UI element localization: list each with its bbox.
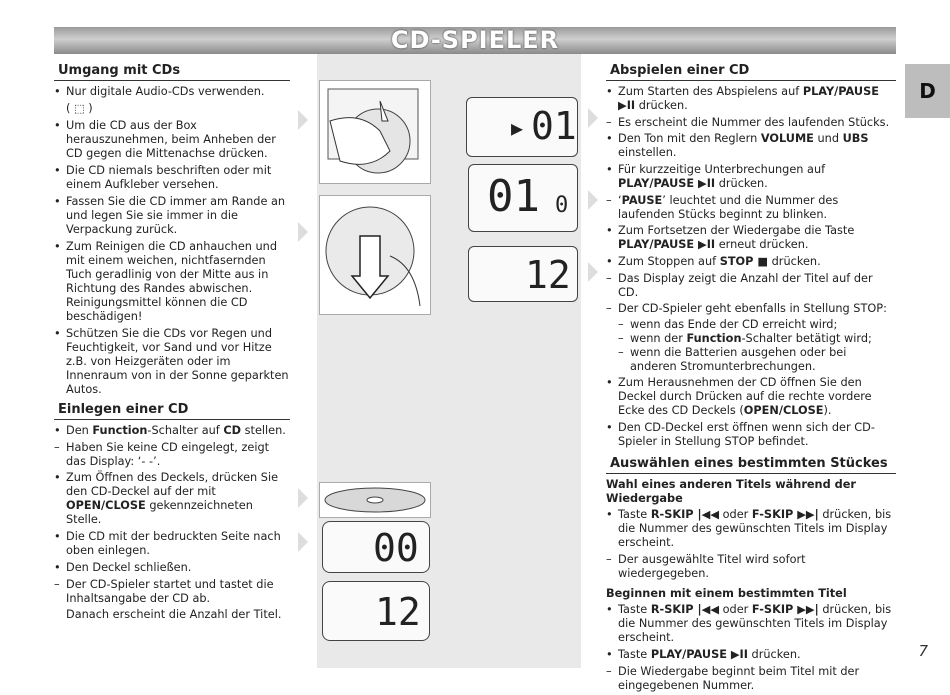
text: wenn die Batterien ausgehen oder bei anderen Stromunterbrechungen. <box>630 346 847 373</box>
text: und <box>813 132 843 145</box>
text: -Schalter auf <box>147 424 224 437</box>
text: drücken. <box>747 648 801 661</box>
bold-text: PAUSE <box>621 194 663 207</box>
list-item <box>54 85 290 99</box>
text: Zum Reinigen die CD anhauchen und mit einem weichen, nichtfasernden Tuch geradlinig von der Mitte aus in Richtung des Randes abwischen. Reinigungsmittel können die CD beschädigen! <box>66 240 278 323</box>
list-item <box>54 424 290 438</box>
left-column <box>54 64 290 625</box>
list-item <box>54 119 290 161</box>
stop-reason-item <box>618 346 896 374</box>
bold-text: CD <box>223 424 242 437</box>
bold-text: PLAY/PAUSE ▶II <box>618 238 716 251</box>
einlegen-list <box>54 424 290 622</box>
text: Die CD mit der bedruckten Seite nach oben einlegen. <box>66 530 281 557</box>
bold-text: PLAY/PAUSE ▶II <box>650 648 748 661</box>
list-item <box>606 194 896 222</box>
text: drücken. <box>768 255 821 268</box>
list-item <box>54 327 290 397</box>
bold-text: Function <box>686 332 742 345</box>
list-item <box>54 441 290 469</box>
stop-reason-item <box>618 332 896 346</box>
bold-text: STOP ■ <box>719 255 769 268</box>
auswaehlen-list-2 <box>606 603 896 693</box>
text: drücken, bis die Nummer des gewünschten Titels im Display erscheint. <box>618 508 892 549</box>
language-tab: D <box>905 64 950 118</box>
bold-text: OPEN/CLOSE <box>743 404 824 417</box>
abspielen-list <box>606 85 896 316</box>
umgang-list <box>54 85 290 397</box>
bold-text: PLAY/PAUSE ▶II <box>618 177 716 190</box>
text: Für kurzzeitige Unterbrechungen auf <box>618 163 826 176</box>
cd-clean-illustration <box>319 195 431 315</box>
page-number: 7 <box>918 642 928 660</box>
auswaehlen-list-1 <box>606 508 896 581</box>
display-play-01 <box>466 97 578 157</box>
stop-reason-item <box>618 318 896 332</box>
section-heading-abspielen: Abspielen einer CD <box>606 64 896 81</box>
text: ‘ <box>618 194 622 207</box>
text: Taste <box>618 508 651 521</box>
list-item <box>606 255 896 269</box>
title-banner <box>54 27 896 54</box>
pointer-arrow <box>298 110 308 130</box>
list-item <box>54 240 290 324</box>
text: Der CD-Spieler geht ebenfalls in Stellung STOP: <box>618 302 887 315</box>
list-item <box>606 272 896 300</box>
text: Zum Starten des Abspielens auf <box>618 85 803 98</box>
text: Taste <box>618 603 651 616</box>
bold-text: R-SKIP |◀◀ <box>650 603 720 616</box>
text: oder <box>719 508 752 521</box>
section-heading-auswaehlen: Auswählen eines bestimmten Stückes <box>606 457 896 474</box>
text: Danach erscheint die Anzahl der Titel. <box>66 608 282 621</box>
text: drücken, bis die Nummer des gewünschten Titels im Display erscheint. <box>618 603 892 644</box>
bold-text: R-SKIP |◀◀ <box>650 508 720 521</box>
list-item <box>606 648 896 662</box>
list-item <box>606 553 896 581</box>
page-title: CD-SPIELER <box>390 26 560 54</box>
list-item <box>606 421 896 449</box>
bold-text: OPEN/CLOSE <box>66 499 146 512</box>
text: ( ⬚ ) <box>66 102 93 115</box>
text: Taste <box>618 648 651 661</box>
pointer-arrow <box>298 488 308 508</box>
pointer-arrow <box>298 222 308 242</box>
display-digits: 12 <box>375 590 421 634</box>
cd-disc-icon <box>320 483 430 517</box>
list-item <box>54 102 290 116</box>
pointer-arrow <box>588 190 598 210</box>
text: erneut drücken. <box>715 238 809 251</box>
display-12-bottom <box>322 581 430 641</box>
cd-box-illustration <box>319 80 431 184</box>
list-item <box>606 376 896 418</box>
text: Zum Öffnen des Deckels, drücken Sie den CD-Deckel auf der mit <box>66 471 279 498</box>
text: -Schalter betätigt wird; <box>741 332 872 345</box>
abspielen-list-2 <box>606 376 896 449</box>
list-item <box>606 163 896 191</box>
text: Zum Stoppen auf <box>618 255 720 268</box>
bold-text: PLAY/PAUSE ▶II <box>618 85 879 112</box>
list-item <box>54 578 290 606</box>
text: Zum Fortsetzen der Wiedergabe die Taste <box>618 224 855 237</box>
list-item <box>54 195 290 237</box>
display-digits: 01 <box>531 104 577 148</box>
bold-text: UBS <box>842 132 869 145</box>
text: ’ leuchtet und die Nummer des laufenden Stücks beginnt zu blinken. <box>618 194 839 221</box>
display-small-digit: 0 <box>555 193 569 218</box>
list-item <box>606 603 896 645</box>
text: Haben Sie keine CD eingelegt, zeigt das Display: ‘- -’. <box>66 441 270 468</box>
bold-text: Function <box>92 424 148 437</box>
list-item <box>54 471 290 527</box>
text: Den Deckel schließen. <box>66 561 192 574</box>
stop-reasons-list <box>606 318 896 374</box>
text: drücken. <box>635 99 688 112</box>
display-digits: 00 <box>373 526 419 570</box>
list-item <box>606 508 896 550</box>
text: Den Ton mit den Reglern <box>618 132 761 145</box>
display-pause-01 <box>468 164 578 232</box>
hand-cd-box-icon <box>320 81 430 183</box>
bold-text: F-SKIP ▶▶| <box>751 603 819 616</box>
subheading-wiedergabe: Wahl eines anderen Titels während der Wiedergabe <box>606 478 856 505</box>
text: Um die CD aus der Box herauszunehmen, beim Anheben der CD gegen die Mittenachse drücken. <box>66 119 276 160</box>
text: Der ausgewählte Titel wird sofort wiedergegeben. <box>618 553 806 580</box>
text: Der CD-Spieler startet und tastet die Inhaltsangabe der CD ab. <box>66 578 274 605</box>
list-item <box>54 164 290 192</box>
text: gekennzeichneten Stelle. <box>66 499 253 526</box>
list-item <box>54 530 290 558</box>
text: Fassen Sie die CD immer am Rande an und legen Sie sie immer in die Verpackung zurück. <box>66 195 286 236</box>
text: stellen. <box>241 424 286 437</box>
text: wenn der <box>630 332 687 345</box>
text: Es erscheint die Nummer des laufenden Stücks. <box>618 116 890 129</box>
right-column <box>606 64 896 695</box>
bold-text: F-SKIP ▶▶| <box>751 508 819 521</box>
text: Das Display zeigt die Anzahl der Titel auf der CD. <box>618 272 873 299</box>
list-item <box>606 116 896 130</box>
pointer-arrow <box>588 262 598 282</box>
text: Den <box>66 424 93 437</box>
list-item <box>54 561 290 575</box>
text: Den CD-Deckel erst öffnen wenn sich der CD-Spieler in Stellung STOP befindet. <box>618 421 875 448</box>
section-heading-einlegen: Einlegen einer CD <box>54 403 290 420</box>
subheading-beginnen: Beginnen mit einem bestimmten Titel <box>606 587 847 600</box>
pointer-arrow <box>588 108 598 128</box>
list-item <box>606 132 896 160</box>
display-digits: 01 <box>487 171 540 222</box>
text: einstellen. <box>618 146 677 159</box>
text: wenn das Ende der CD erreicht wird; <box>630 318 838 331</box>
display-00 <box>322 521 430 573</box>
text: Zum Herausnehmen der CD öffnen Sie den Deckel durch Drücken auf die rechte vordere Ecke des CD Deckels ( <box>618 376 872 417</box>
play-icon: ▶ <box>511 116 524 140</box>
text: Schützen Sie die CDs vor Regen und Feuchtigkeit, vor Sand und vor Hitze z.B. von Heizgeräten oder im Innenraum von in der Sonne geparkten Autos. <box>66 327 289 396</box>
pointer-arrow <box>298 532 308 552</box>
cd-wipe-icon <box>320 196 430 314</box>
list-item <box>606 85 896 113</box>
text: ). <box>823 404 832 417</box>
text: Die CD niemals beschriften oder mit einem Aufkleber versehen. <box>66 164 272 191</box>
list-item <box>606 665 896 693</box>
text: Die Wiedergabe beginnt beim Titel mit der eingegebenen Nummer. <box>618 665 860 692</box>
display-digits: 12 <box>525 253 571 297</box>
list-item <box>54 608 290 622</box>
bold-text: VOLUME <box>760 132 814 145</box>
display-12 <box>468 246 578 302</box>
list-item <box>606 224 896 252</box>
list-item <box>606 302 896 316</box>
text: drücken. <box>715 177 768 190</box>
text: oder <box>719 603 752 616</box>
text: Nur digitale Audio-CDs verwenden. <box>66 85 265 98</box>
cd-insert-illustration <box>319 482 431 518</box>
section-heading-umgang: Umgang mit CDs <box>54 64 290 81</box>
